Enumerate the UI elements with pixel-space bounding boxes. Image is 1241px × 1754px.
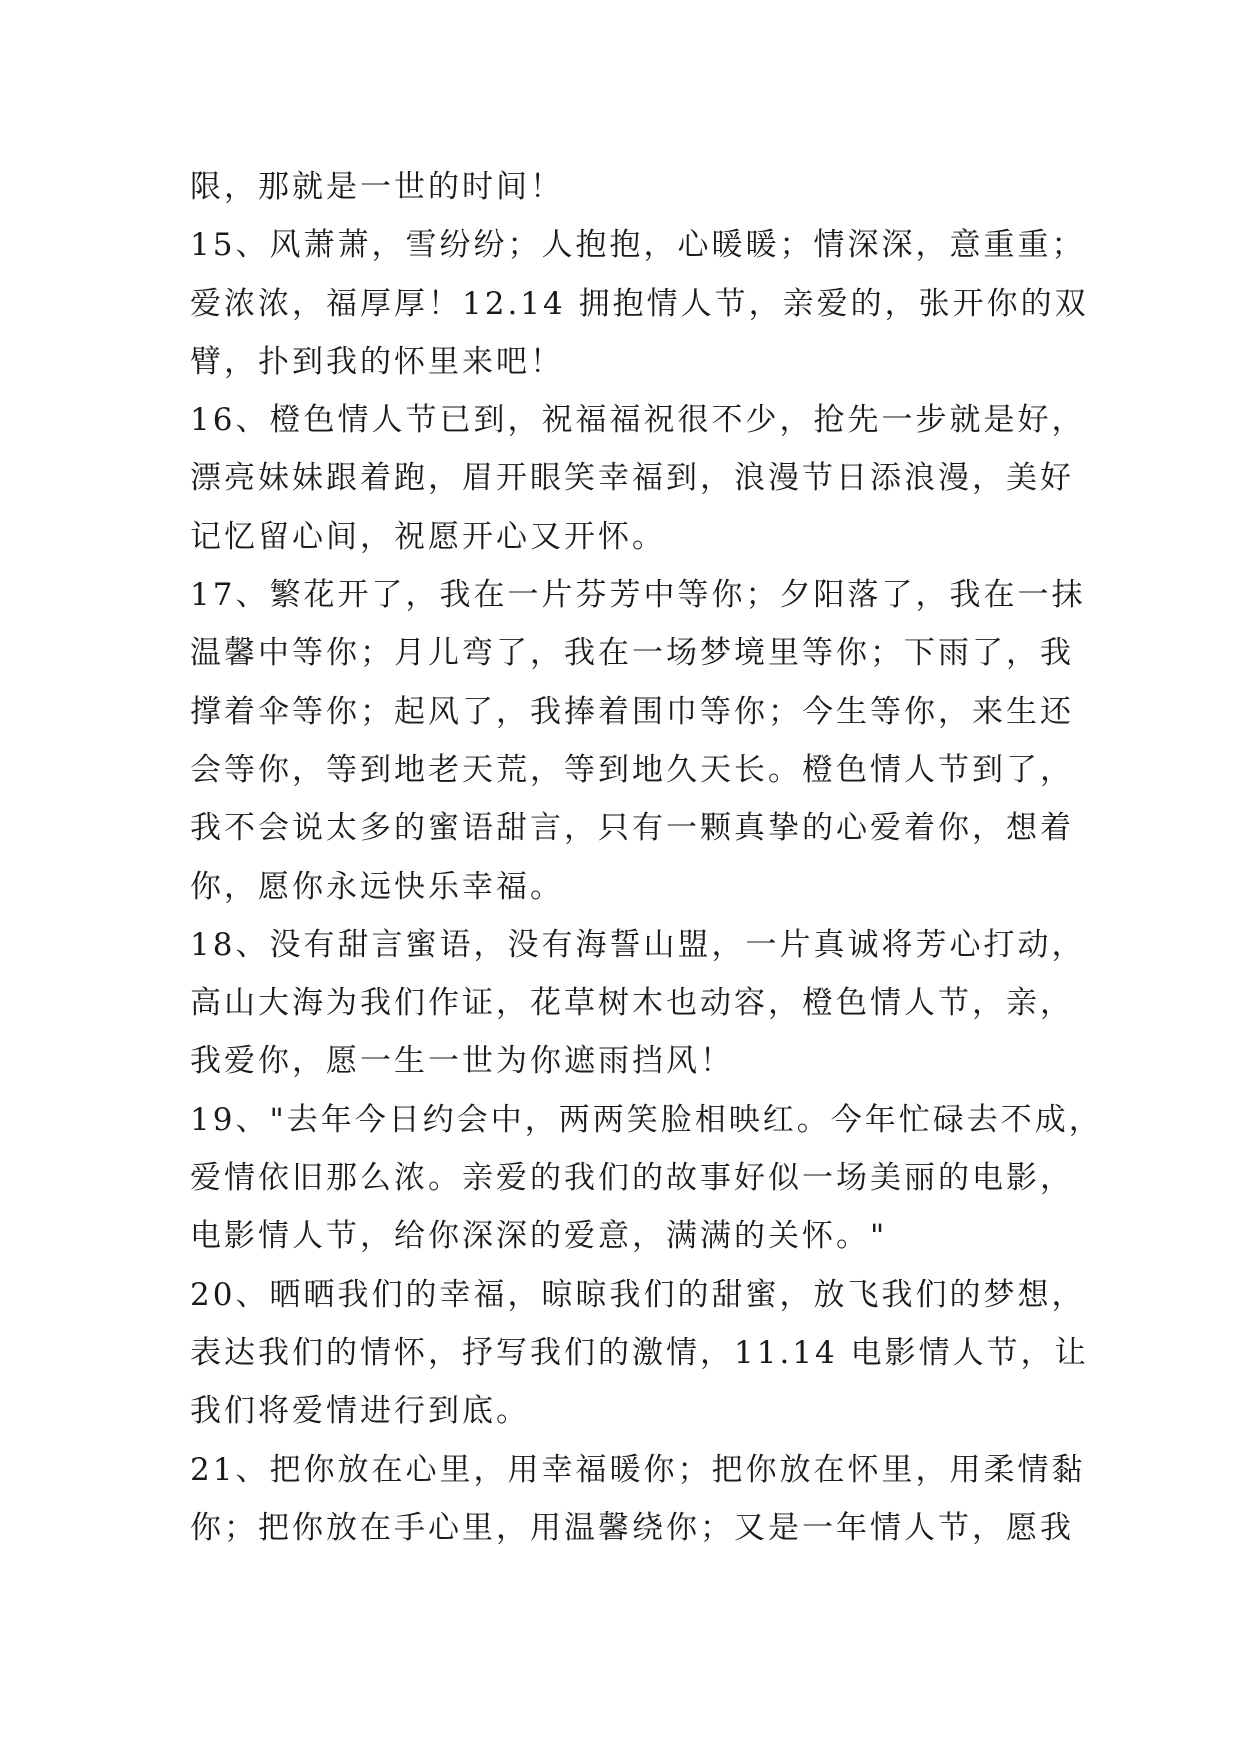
text-line: 20、晒晒我们的幸福，晾晾我们的甜蜜，放飞我们的梦想， bbox=[190, 1276, 1086, 1313]
text-line: 你；把你放在手心里，用温馨绕你；又是一年情人节，愿我 bbox=[190, 1509, 1074, 1546]
text-line: 我爱你，愿一生一世为你遮雨挡风！ bbox=[190, 1043, 734, 1080]
text-line: 记忆留心间，祝愿开心又开怀。 bbox=[190, 518, 666, 555]
text-line: 高山大海为我们作证，花草树木也动容，橙色情人节，亲， bbox=[190, 985, 1074, 1022]
text-line: 17、繁花开了，我在一片芬芳中等你；夕阳落了，我在一抹 bbox=[190, 577, 1086, 614]
text-line: 电影情人节，给你深深的爱意，满满的关怀。" bbox=[190, 1218, 888, 1255]
text-line: 21、把你放在心里，用幸福暖你；把你放在怀里，用柔情黏 bbox=[190, 1451, 1086, 1488]
text-line: 我们将爱情进行到底。 bbox=[190, 1393, 530, 1430]
text-line: 表达我们的情怀，抒写我们的激情，11.14 电影情人节，让 bbox=[190, 1334, 1089, 1371]
text-line: 会等你，等到地老天荒，等到地久天长。橙色情人节到了， bbox=[190, 751, 1074, 788]
text-line: 19、"去年今日约会中，两两笑脸相映红。今年忙碌去不成， bbox=[190, 1101, 1103, 1138]
text-line: 爱浓浓，福厚厚！12.14 拥抱情人节，亲爱的，张开你的双 bbox=[190, 285, 1089, 322]
text-line: 漂亮妹妹跟着跑，眉开眼笑幸福到，浪漫节日添浪漫，美好 bbox=[190, 460, 1074, 497]
text-line: 18、没有甜言蜜语，没有海誓山盟，一片真诚将芳心打动， bbox=[190, 926, 1086, 963]
text-line: 爱情依旧那么浓。亲爱的我们的故事好似一场美丽的电影， bbox=[190, 1160, 1074, 1197]
text-line: 15、风萧萧，雪纷纷；人抱抱，心暖暖；情深深，意重重； bbox=[190, 227, 1086, 264]
document-page bbox=[190, 158, 1103, 1557]
text-line: 撑着伞等你；起风了，我捧着围巾等你；今生等你，来生还 bbox=[190, 693, 1074, 730]
text-line: 你，愿你永远快乐幸福。 bbox=[190, 868, 564, 905]
text-line: 16、橙色情人节已到，祝福福祝很不少，抢先一步就是好， bbox=[190, 402, 1086, 439]
text-line: 我不会说太多的蜜语甜言，只有一颗真挚的心爱着你，想着 bbox=[190, 810, 1074, 847]
text-line: 温馨中等你；月儿弯了，我在一场梦境里等你；下雨了，我 bbox=[190, 635, 1074, 672]
text-line: 限，那就是一世的时间！ bbox=[190, 169, 564, 205]
text-line: 臂，扑到我的怀里来吧！ bbox=[190, 343, 564, 380]
